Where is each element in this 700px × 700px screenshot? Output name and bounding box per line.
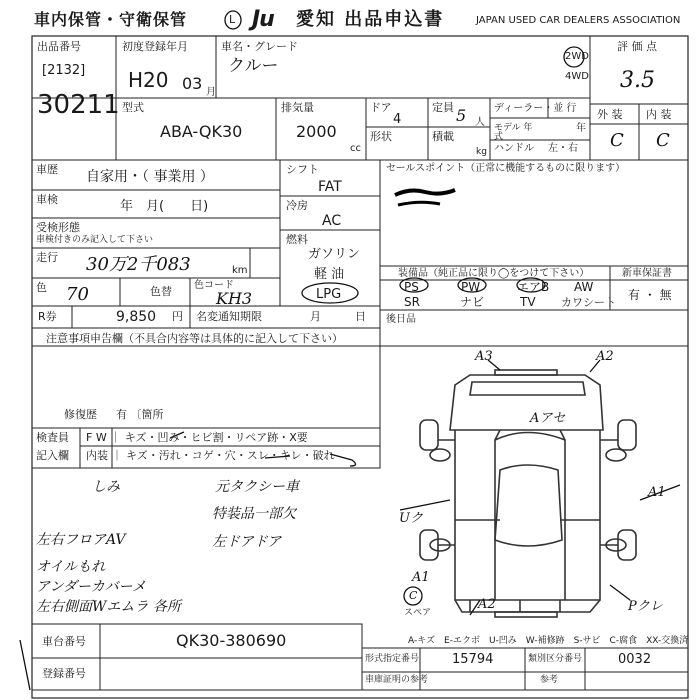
mark-spare: スペア — [404, 608, 432, 618]
note-special-parts: 特装品一部欠 — [212, 506, 296, 522]
repair-label: 修復歴 — [64, 408, 97, 421]
after-date-label: 後日品 — [386, 314, 416, 325]
recycle-unit: 円 — [172, 310, 183, 323]
note-floor-av: 左右フロアAV — [36, 532, 126, 548]
load-unit: kg — [476, 147, 487, 157]
storage-circle-mark: L — [229, 13, 236, 26]
ref-label-2: 参考 — [540, 675, 559, 685]
handle-value: 左・右 — [548, 143, 578, 154]
dealer-label: ディーラー・並 行 — [494, 103, 577, 114]
mark-a1-right: A1 — [648, 485, 666, 500]
lot-sub: [2132] — [42, 63, 86, 78]
plate-label: 登録番号 — [42, 667, 86, 680]
storage-option: 車内保管・守衛保管 — [34, 10, 188, 29]
cert-label: 受検形態 — [36, 221, 80, 234]
model-label: 型式 — [122, 101, 144, 114]
aircon-value: AC — [322, 213, 342, 229]
inspection-value: 年 月( 日) — [120, 199, 209, 214]
note-oil-leak: オイルもれ — [36, 559, 106, 575]
capacity-unit: 人 — [475, 117, 485, 128]
handle-label: ハンドル — [494, 143, 534, 154]
repaint-label: 色替 — [150, 285, 172, 298]
registration-year: H20 — [128, 68, 169, 92]
chassis-number: QK30-380690 — [176, 631, 287, 650]
color-code-label: 色コード — [194, 280, 234, 291]
model-year-label: モデル 年式 — [494, 123, 533, 142]
registration-month-unit: 月 — [206, 87, 216, 98]
equipment-pw: PW — [461, 280, 481, 294]
brand-logo: Ju — [252, 7, 274, 32]
mileage-unit: km — [232, 265, 248, 276]
notice-day: 日 — [355, 310, 366, 323]
association-name: JAPAN USED CAR DEALERS ASSOCIATION — [476, 15, 681, 26]
car-diagram — [420, 370, 636, 617]
class-number-value: 0032 — [618, 652, 652, 667]
load-label: 積載 — [432, 130, 454, 143]
recycle-value: 9,850 — [116, 309, 157, 325]
registration-month: 03 — [182, 74, 203, 93]
class-number-label: 類別区分番号 — [528, 654, 583, 664]
equipment-airbag: エアB — [517, 280, 550, 294]
notes-label: 注意事項申告欄（不具合内容等は具体的に記入して下さい） — [46, 332, 343, 345]
repair-value: 有 〔箇所 — [116, 408, 164, 421]
type-number-label: 形式指定番号 — [365, 654, 420, 664]
mark-c: C — [409, 589, 418, 602]
history-label: 車歴 — [36, 163, 58, 176]
color-code-value: KH3 — [216, 289, 253, 308]
note-door: 左ドアドア — [212, 534, 282, 550]
mileage-label: 走行 — [36, 251, 58, 264]
history-value: 自家用・（ 事業用 ） — [86, 169, 214, 185]
aircon-label: 冷房 — [286, 199, 308, 212]
engine-label: 排気量 — [281, 101, 314, 114]
mark-a3: A3 — [475, 349, 493, 364]
model-code: ABA-QK30 — [160, 122, 243, 141]
fw-row: F W ｜ キズ・凹み・ヒビ割・リペア跡・X要 — [86, 431, 308, 444]
chassis-label: 車台番号 — [42, 635, 86, 648]
fuel-diesel: 軽 油 — [314, 267, 345, 282]
sales-point-label: セールスポイント（正常に機能するものに限ります） — [386, 163, 626, 174]
interior-label: 内 装 — [646, 108, 672, 121]
interior-score: C — [656, 130, 670, 151]
equipment-sr: SR — [404, 295, 420, 309]
equipment-ps: PS — [404, 280, 419, 294]
registration-label: 初度登録年月 — [122, 40, 188, 53]
lot-label: 出品番号 — [37, 40, 81, 53]
note-ex-taxi: 元タクシー車 — [215, 479, 299, 495]
year-unit: 年 — [576, 123, 586, 134]
door-count: 4 — [393, 112, 402, 127]
entry-label: 記入欄 — [36, 449, 69, 462]
score-label: 評 価 点 — [617, 40, 657, 53]
engine-size: 2000 — [296, 122, 337, 141]
fuel-gasoline: ガソリン — [308, 247, 361, 262]
lot-number: 30211 — [37, 90, 120, 120]
shape-label: 形状 — [370, 130, 392, 143]
inspector-label: 検査員 — [36, 431, 69, 444]
drive-2wd: 2WD — [565, 51, 589, 62]
mark-u-right: Uク — [399, 511, 423, 526]
notice-month: 月 — [310, 310, 321, 323]
name-change-label: 名変通知期限 — [196, 310, 262, 323]
warranty-label: 新車保証書 — [622, 268, 672, 279]
shift-label: シフト — [286, 163, 319, 176]
fuel-lpg: LPG — [316, 287, 342, 302]
recycle-label: R券 — [38, 310, 57, 323]
equipment-navi: ナビ — [460, 295, 485, 309]
mark-a2-top: A2 — [596, 349, 614, 364]
note-stain: しみ — [92, 479, 120, 495]
shift-value: FAT — [318, 179, 342, 195]
door-label: ドア — [370, 101, 392, 114]
mark-a2-bottom: A2 — [478, 597, 496, 612]
mark-a1-left: A1 — [412, 570, 430, 585]
mark-a-se: Aアセ — [530, 411, 566, 426]
type-number-value: 15794 — [452, 652, 494, 667]
mark-p-kure: Pクレ — [628, 599, 663, 614]
equipment-leather: カワシート — [561, 296, 616, 309]
interior-row: 内装 ｜ キズ・汚れ・コゲ・穴・スレ・キレ・破れ — [86, 449, 335, 462]
warranty-value: 有 ・ 無 — [628, 288, 672, 302]
mileage-value: 30万2千083 — [86, 254, 191, 275]
equipment-aw: AW — [574, 280, 594, 294]
note-side-uneven: 左右側面Wエムラ 各所 — [36, 599, 181, 615]
drive-4wd: 4WD — [565, 71, 589, 82]
exterior-score: C — [610, 130, 624, 151]
exterior-label: 外 装 — [597, 108, 623, 121]
damage-legend: A-キズ E-エクボ U-凹み W-補修跡 S-サビ C-腐食 XX-交換済 — [408, 636, 689, 646]
capacity-label: 定員 — [432, 101, 454, 114]
score-value: 3.5 — [620, 68, 655, 93]
ref-label: 車庫証明の参考 — [365, 675, 429, 685]
car-name-label: 車名・グレード — [221, 40, 298, 53]
form-title: 愛知 出品申込書 — [296, 9, 445, 30]
fuel-label: 燃料 — [286, 233, 308, 246]
car-name: クルー — [228, 56, 279, 76]
color-value: 70 — [66, 284, 89, 305]
cert-note: 車検付きのみ記入して下さい — [36, 235, 154, 245]
inspection-label: 車検 — [36, 193, 58, 206]
capacity-value: 5 — [456, 106, 467, 125]
engine-unit: cc — [350, 143, 361, 154]
equipment-label: 装備品（純正品に限り◯をつけて下さい） — [398, 268, 590, 279]
color-label: 色 — [36, 281, 47, 294]
equipment-tv: TV — [520, 295, 536, 309]
note-under-cover: アンダーカバーメ — [36, 579, 146, 595]
